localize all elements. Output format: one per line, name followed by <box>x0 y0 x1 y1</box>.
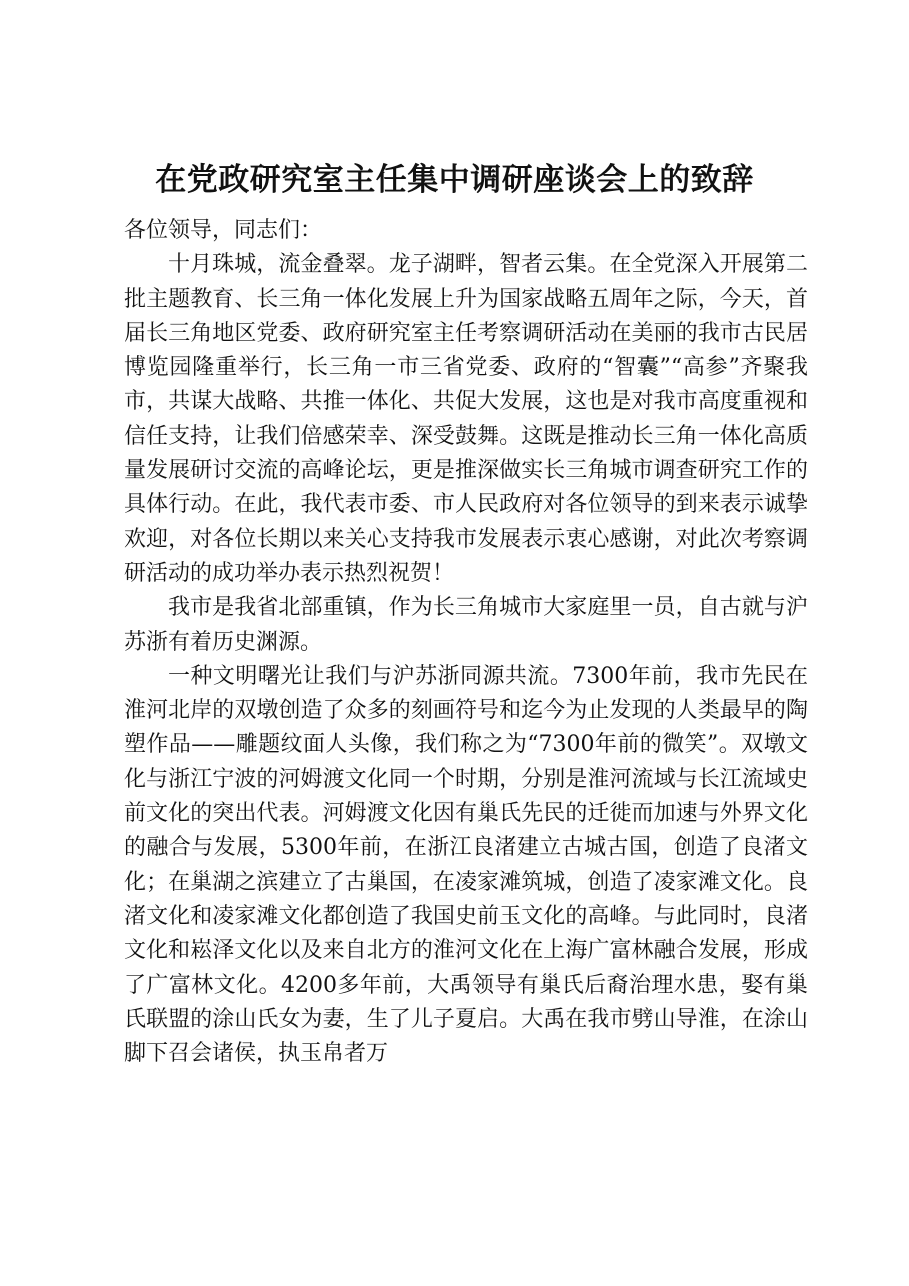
paragraph-2: 我市是我省北部重镇，作为长三角城市大家庭里一员，自古就与沪苏浙有着历史渊源。 <box>124 595 808 655</box>
salutation: 各位领导，同志们： <box>124 218 323 243</box>
document-title: 在党政研究室主任集中调研座谈会上的致辞 <box>155 162 754 198</box>
document-body <box>124 214 808 1071</box>
paragraph-1: 十月珠城，流金叠翠。龙子湖畔，智者云集。在全党深入开展第二批主题教育、长三角一体化发展上升为国家战略五周年之际，今天，首届长三角地区党委、政府研究室主任考察调研活动在美丽的我市古民居博览园隆重举行，长三角一市三省党委、政府的“智囊”“高参”齐聚我市，共谋大战略、共推一体化、共促大发展，这也是对我市高度重视和信任支持，让我们倍感荣幸、深受鼓舞。这既是推动长三角一体化高质量发展研讨交流的高峰论坛，更是推深做实长三角城市调查研究工作的具体行动。在此，我代表市委、市人民政府对各位领导的到来表示诚挚欢迎，对各位长期以来关心支持我市发展表示衷心感谢，对此次考察调研活动的成功举办表示热烈祝贺！ <box>124 252 808 586</box>
paragraph-3: 一种文明曙光让我们与沪苏浙同源共流。7300年前，我市先民在淮河北岸的双墩创造了众多的刻画符号和迄今为止发现的人类最早的陶塑作品——雕题纹面人头像，我们称之为“7300年前的微笑”。双墩文化与浙江宁波的河姆渡文化同一个时期，分别是淮河流域与长江流域史前文化的突出代表。河姆渡文化因有巢氏先民的迁徙而加速与外界文化的融合与发展，5300年前，在浙江良渚建立古城古国，创造了良渚文化；在巢湖之滨建立了古巢国，在凌家滩筑城，创造了凌家滩文化。良渚文化和凌家滩文化都创造了我国史前玉文化的高峰。与此同时，良渚文化和崧泽文化以及来自北方的淮河文化在上海广富林融合发展，形成了广富林文化。4200多年前，大禹领导有巢氏后裔治理水患，娶有巢氏联盟的涂山氏女为妻，生了儿子夏启。大禹在我市劈山导淮，在涂山脚下召会诸侯，执玉帛者万 <box>124 663 808 1067</box>
